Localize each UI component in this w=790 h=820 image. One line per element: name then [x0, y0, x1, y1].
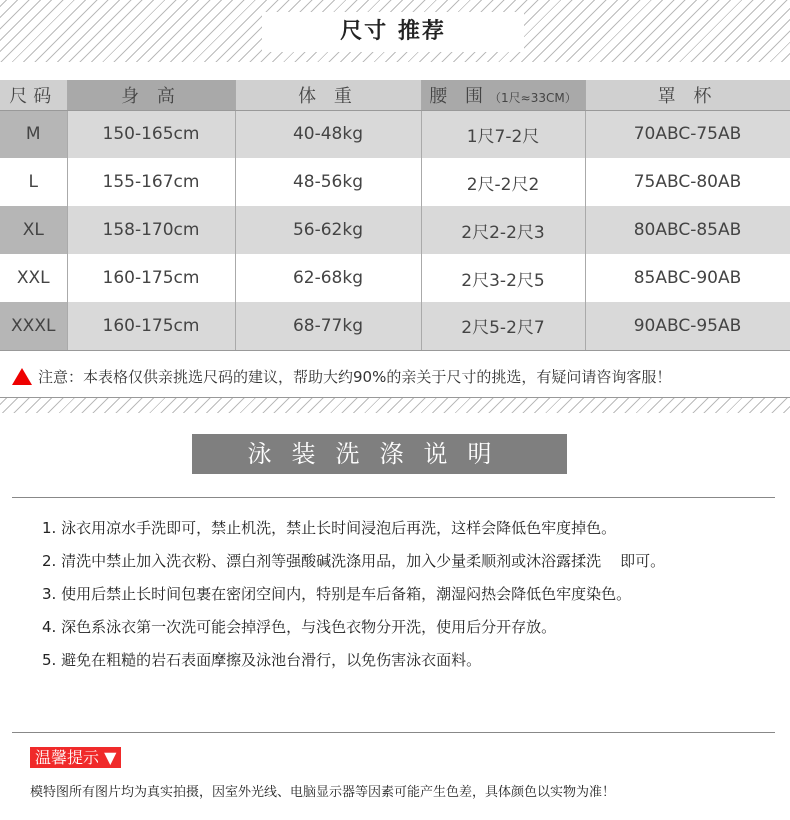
table-cell: 1尺7-2尺 [421, 110, 585, 158]
table-cell: 80ABC-85AB [585, 206, 790, 254]
table-cell: 160-175cm [67, 254, 235, 302]
table-cell: 68-77kg [235, 302, 421, 350]
table-cell: 158-170cm [67, 206, 235, 254]
tip-label: 温馨提示 ▼ [30, 747, 121, 768]
table-cell: 2尺-2尺2 [421, 158, 585, 206]
header-size: 尺码 [0, 80, 67, 110]
table-row [0, 158, 790, 206]
divider [12, 497, 775, 498]
wash-section-title: 泳装洗涤说明 [192, 434, 567, 474]
table-cell: 85ABC-90AB [585, 254, 790, 302]
list-item: 4. 深色系泳衣第一次洗可能会掉浮色，与浅色衣物分开洗，使用后分开存放。 [42, 618, 557, 636]
table-row [0, 254, 790, 302]
table-row [0, 302, 790, 350]
table-cell: 2尺5-2尺7 [421, 302, 585, 350]
notice-text: 注意：本表格仅供亲挑选尺码的建议，帮助大约90%的亲关于尺寸的挑选，有疑问请咨询客服！ [38, 368, 672, 386]
divider [12, 732, 775, 733]
table-cell: 2尺2-2尺3 [421, 206, 585, 254]
list-item: 1. 泳衣用凉水手洗即可，禁止机洗，禁止长时间浸泡后再洗，这样会降低色牢度掉色。 [42, 519, 617, 537]
warning-icon [12, 368, 32, 385]
table-row [0, 206, 790, 254]
table-cell: 62-68kg [235, 254, 421, 302]
table-cell: 150-165cm [67, 110, 235, 158]
table-cell: 75ABC-80AB [585, 158, 790, 206]
table-cell: 155-167cm [67, 158, 235, 206]
list-item: 5. 避免在粗糙的岩石表面摩擦及泳池台滑行，以免伤害泳衣面料。 [42, 651, 482, 669]
table-cell: 56-62kg [235, 206, 421, 254]
table-cell: 40-48kg [235, 110, 421, 158]
hatched-divider [0, 397, 790, 413]
list-item: 2. 清洗中禁止加入洗衣粉、漂白剂等强酸碱洗涤用品，加入少量柔顺剂或沐浴露揉洗 即可。 [42, 552, 666, 570]
table-cell: XXXL [0, 302, 67, 350]
table-cell: L [0, 158, 67, 206]
table-cell: 160-175cm [67, 302, 235, 350]
size-table [0, 80, 790, 351]
header-height: 身 高 [67, 80, 235, 110]
table-row [0, 110, 790, 158]
tip-text: 模特图所有图片均为真实拍摄，因室外光线、电脑显示器等因素可能产生色差，具体颜色以实物为准！ [30, 785, 616, 800]
header-waist: 腰 围（1尺≈33CM） [421, 80, 585, 110]
header-weight: 体 重 [235, 80, 421, 110]
table-cell: XL [0, 206, 67, 254]
table-cell: 48-56kg [235, 158, 421, 206]
notice [12, 366, 671, 387]
table-cell: 70ABC-75AB [585, 110, 790, 158]
table-cell: XXL [0, 254, 67, 302]
page-title: 尺寸 推荐 [262, 12, 524, 52]
list-item: 3. 使用后禁止长时间包裹在密闭空间内，特别是车后备箱，潮湿闷热会降低色牢度染色。 [42, 585, 632, 603]
header-cup: 罩 杯 [585, 80, 790, 110]
wash-instructions [42, 514, 772, 679]
table-cell: 2尺3-2尺5 [421, 254, 585, 302]
table-cell: 90ABC-95AB [585, 302, 790, 350]
table-cell: M [0, 110, 67, 158]
